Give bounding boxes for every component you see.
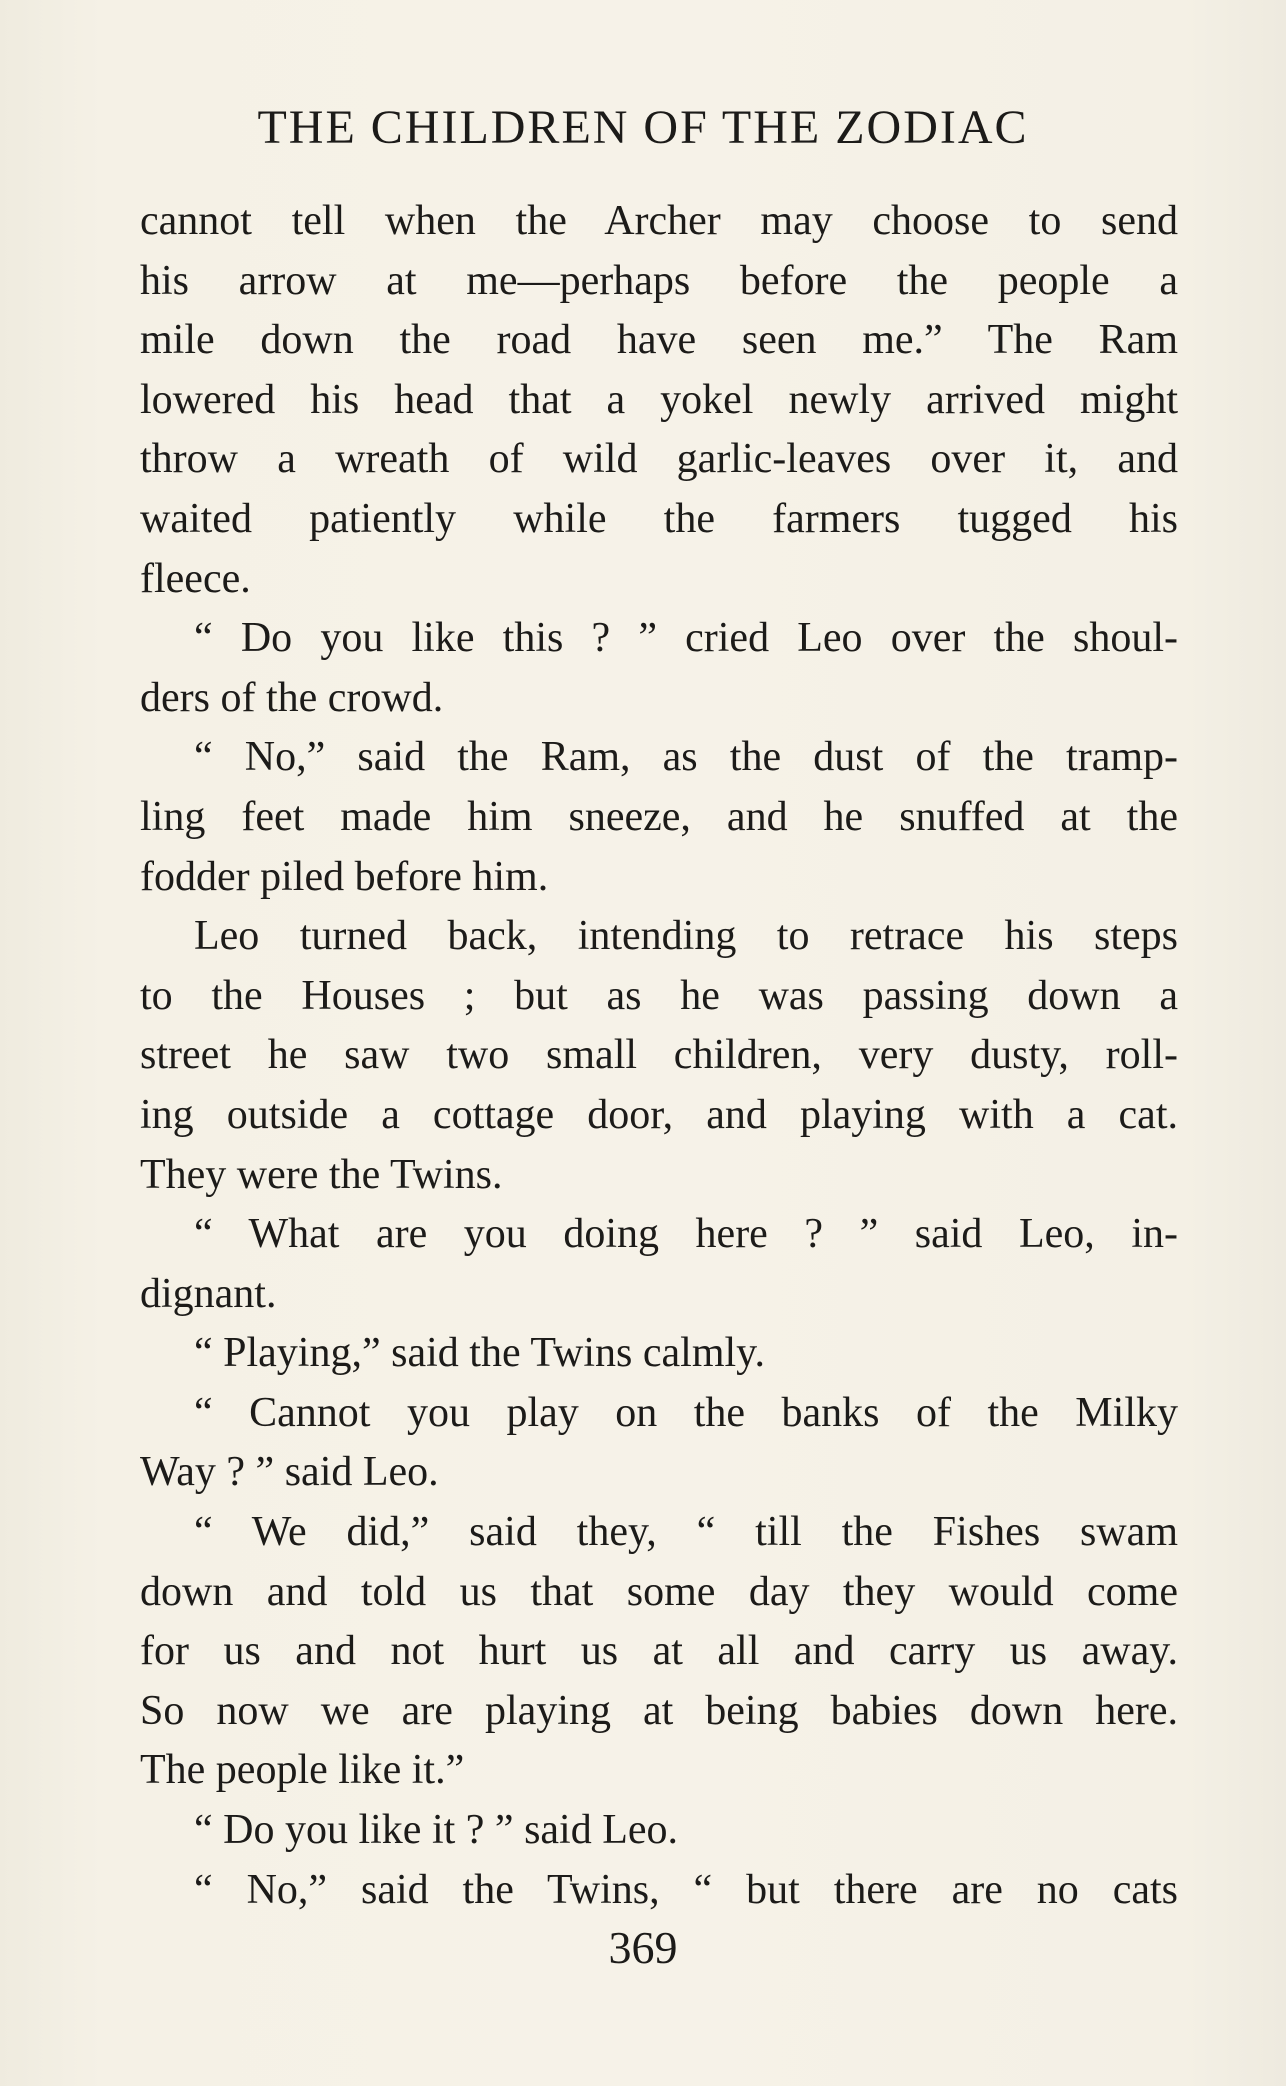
- page-number: 369: [608, 1922, 678, 1973]
- text-line: fleece.: [140, 555, 251, 602]
- text-line: to the Houses ; but as he was passing down a: [140, 972, 1178, 1019]
- text-line: “ We did,” said they, “ till the Fishes swam: [194, 1509, 1178, 1556]
- text-line: “ No,” said the Ram, as the dust of the tramp-: [194, 734, 1178, 781]
- text-line: cannot tell when the Archer may choose to send: [140, 198, 1178, 244]
- text-line: “ Cannot you play on the banks of the Milky: [194, 1389, 1178, 1436]
- text-line: Way ? ” said Leo.: [140, 1449, 439, 1496]
- text-line: The people like it.”: [140, 1747, 465, 1794]
- text-line: “ Do you like it ? ” said Leo.: [194, 1807, 679, 1854]
- text-line: “ What are you doing here ? ” said Leo, in-: [194, 1211, 1178, 1258]
- text-line: down and told us that some day they would come: [140, 1568, 1178, 1615]
- text-line: ling feet made him sneeze, and he snuffed at the: [140, 793, 1178, 840]
- text-line: street he saw two small children, very dusty, roll-: [140, 1032, 1178, 1079]
- text-line: “ Do you like this ? ” cried Leo over the shoul-: [194, 615, 1178, 662]
- text-line: dignant.: [140, 1270, 277, 1317]
- text-line: They were the Twins.: [140, 1151, 503, 1198]
- text-line: mile down the road have seen me.” The Ram: [140, 317, 1178, 364]
- text-line: ders of the crowd.: [140, 674, 444, 721]
- text-line: his arrow at me—perhaps before the people a: [140, 257, 1178, 304]
- text-line: So now we are playing at being babies down here.: [140, 1687, 1178, 1734]
- text-line: throw a wreath of wild garlic-leaves over it, and: [140, 436, 1178, 483]
- text-line: fodder piled before him.: [140, 853, 549, 900]
- text-line: “ No,” said the Twins, “ but there are no cats: [194, 1866, 1178, 1913]
- body-text: [140, 192, 1178, 1920]
- running-head: THE CHILDREN OF THE ZODIAC: [257, 101, 1029, 154]
- text-line: lowered his head that a yokel newly arrived might: [140, 376, 1178, 423]
- text-line: waited patiently while the farmers tugged his: [140, 495, 1178, 542]
- text-line: ing outside a cottage door, and playing with a cat.: [140, 1091, 1178, 1138]
- text-line: for us and not hurt us at all and carry us away.: [140, 1628, 1178, 1675]
- text-line: “ Playing,” said the Twins calmly.: [194, 1330, 765, 1377]
- text-line: Leo turned back, intending to retrace his steps: [194, 913, 1178, 960]
